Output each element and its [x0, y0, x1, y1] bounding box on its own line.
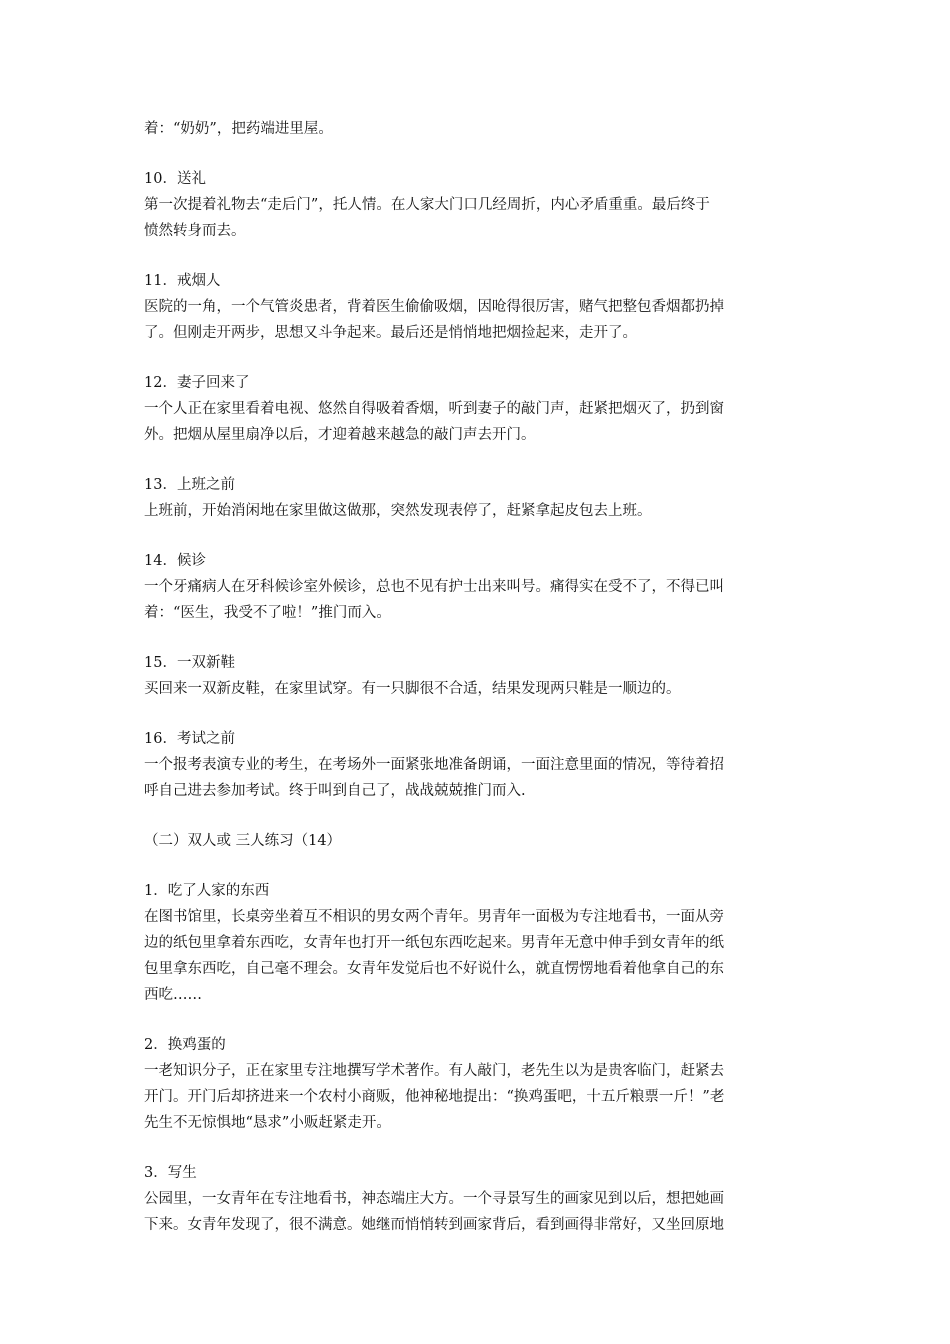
spacer	[144, 524, 810, 548]
exercise-title: 3．写生	[144, 1165, 197, 1181]
exercise-text: 西吃……	[144, 987, 202, 1003]
exercise-title: 1．吃了人家的东西	[144, 883, 270, 899]
exercise-title: 13．上班之前	[144, 477, 235, 493]
exercise-text: 公园里，一女青年在专注地看书，神态端庄大方。一个寻景写生的画家见到以后，想把她画	[144, 1191, 724, 1207]
exercise-text: 先生不无惊惧地“恳求”小贩赶紧走开。	[144, 1115, 391, 1131]
document-page	[144, 116, 810, 1238]
exercise-item-16	[144, 726, 810, 804]
section-heading: （二）双人或 三人练习（14）	[144, 833, 342, 849]
exercise-title: 2．换鸡蛋的	[144, 1037, 226, 1053]
exercise-title: 15．一双新鞋	[144, 655, 235, 671]
intro-line: 着：“奶奶”，把药端进里屋。	[144, 121, 333, 137]
exercise-item-13	[144, 472, 810, 524]
exercise-item-15	[144, 650, 810, 702]
spacer	[144, 626, 810, 650]
exercise-item-10	[144, 166, 810, 244]
exercise-item-duo-1	[144, 878, 810, 1008]
exercise-item-duo-2	[144, 1032, 810, 1136]
spacer	[144, 244, 810, 268]
exercise-title: 10．送礼	[144, 171, 206, 187]
exercise-title: 12．妻子回来了	[144, 375, 250, 391]
exercise-text: 了。但刚走开两步，思想又斗争起来。最后还是悄悄地把烟捡起来，走开了。	[144, 325, 637, 341]
spacer	[144, 1008, 810, 1032]
exercise-item-11	[144, 268, 810, 346]
exercise-title: 16．考试之前	[144, 731, 235, 747]
exercise-text: 买回来一双新皮鞋，在家里试穿。有一只脚很不合适，结果发现两只鞋是一顺边的。	[144, 681, 681, 697]
spacer	[144, 702, 810, 726]
spacer	[144, 854, 810, 878]
exercise-text: 下来。女青年发现了，很不满意。她继而悄悄转到画家背后，看到画得非常好，又坐回原地	[144, 1217, 724, 1233]
exercise-item-14	[144, 548, 810, 626]
exercise-text: 医院的一角，一个气管炎患者，背着医生偷偷吸烟，因呛得很厉害，赌气把整包香烟都扔掉	[144, 299, 724, 315]
exercise-text: 开门。开门后却挤进来一个农村小商贩，他神秘地提出：“换鸡蛋吧，十五斤粮票一斤！”老	[144, 1089, 725, 1105]
spacer	[144, 142, 810, 166]
exercise-text: 边的纸包里拿着东西吃，女青年也打开一纸包东西吃起来。男青年无意中伸手到女青年的纸	[144, 935, 724, 951]
exercise-title: 14．候诊	[144, 553, 206, 569]
exercise-text: 着：“医生，我受不了啦！”推门而入。	[144, 605, 391, 621]
exercise-item-duo-3	[144, 1160, 810, 1238]
exercise-text: 一个牙痛病人在牙科候诊室外候诊，总也不见有护士出来叫号。痛得实在受不了，不得已叫	[144, 579, 724, 595]
spacer	[144, 804, 810, 828]
exercise-text: 第一次提着礼物去“走后门”，托人情。在人家大门口几经周折，内心矛盾重重。最后终于	[144, 197, 710, 213]
exercise-item-12	[144, 370, 810, 448]
exercise-text: 一老知识分子，正在家里专注地撰写学术著作。有人敲门，老先生以为是贵客临门，赶紧去	[144, 1063, 724, 1079]
exercise-text: 呼自己进去参加考试。终于叫到自己了，战战兢兢推门而入.	[144, 783, 526, 799]
exercise-text: 上班前，开始消闲地在家里做这做那，突然发现表停了，赶紧拿起皮包去上班。	[144, 503, 652, 519]
spacer	[144, 1136, 810, 1160]
spacer	[144, 448, 810, 472]
exercise-text: 在图书馆里，长桌旁坐着互不相识的男女两个青年。男青年一面极为专注地看书，一面从旁	[144, 909, 724, 925]
exercise-text: 愤然转身而去。	[144, 223, 246, 239]
exercise-title: 11．戒烟人	[144, 273, 221, 289]
exercise-text: 包里拿东西吃，自己毫不理会。女青年发觉后也不好说什么，就直愣愣地看着他拿自己的东	[144, 961, 724, 977]
exercise-text: 一个报考表演专业的考生，在考场外一面紧张地准备朗诵，一面注意里面的情况，等待着招	[144, 757, 724, 773]
spacer	[144, 346, 810, 370]
exercise-text: 一个人正在家里看着电视、悠然自得吸着香烟，听到妻子的敲门声，赶紧把烟灭了，扔到窗	[144, 401, 724, 417]
exercise-text: 外。把烟从屋里扇净以后，才迎着越来越急的敲门声去开门。	[144, 427, 536, 443]
